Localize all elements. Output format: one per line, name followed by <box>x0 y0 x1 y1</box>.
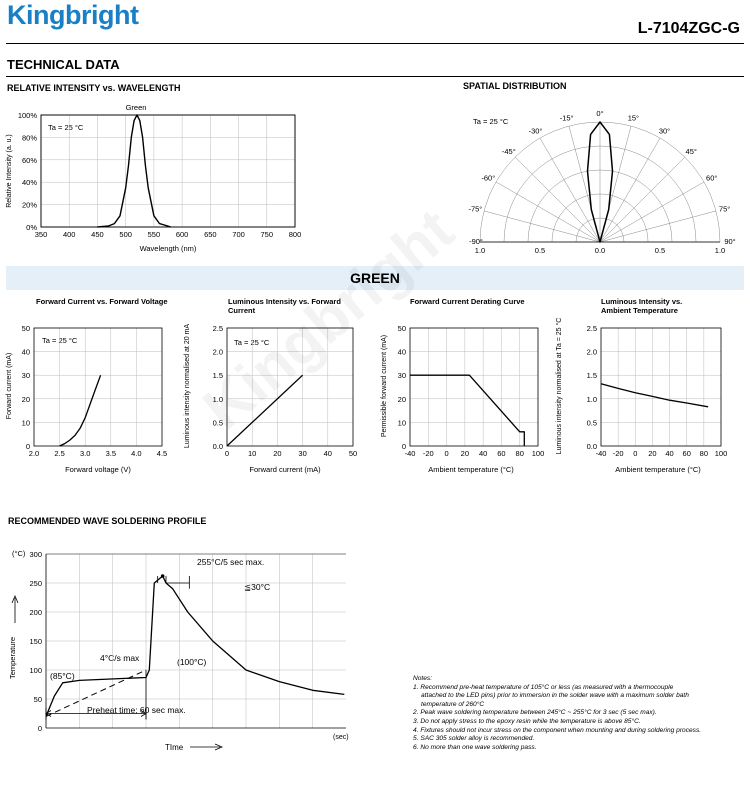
y-tick-label: 2.0 <box>586 347 597 357</box>
x-tick-label: 10 <box>248 449 257 458</box>
li-y-axis-label: Luminous intensity normalised at 20 mA <box>184 323 191 449</box>
x-tick-label: 40 <box>323 449 332 458</box>
characteristic-charts <box>0 318 750 478</box>
x-tick-label: 60 <box>497 449 506 458</box>
y-tick-label: 1.0 <box>212 394 223 404</box>
y-tick-label: 0 <box>401 442 406 451</box>
section-divider <box>6 76 744 77</box>
angle-label: -45° <box>501 146 516 156</box>
header-divider <box>6 43 744 44</box>
y-tick-label: 30 <box>397 371 406 381</box>
y-axis-label: Relative Intensity (a. u.) <box>6 134 13 208</box>
x-tick-label: 400 <box>62 230 76 239</box>
angle-label: -90° <box>469 237 483 246</box>
angle-label: -30° <box>528 126 543 136</box>
x-tick-label: 100 <box>531 449 545 458</box>
chart-title-spatial: SPATIAL DISTRIBUTION <box>463 81 567 91</box>
chart-title-derating: Forward Current Derating Curve <box>410 297 525 306</box>
y-tick-label: 300 <box>29 550 42 559</box>
plot-frame <box>601 328 721 446</box>
chart-title-relative-intensity: RELATIVE INTENSITY vs. WAVELENGTH <box>7 83 181 93</box>
y-unit-label: (°C) <box>12 549 26 558</box>
note-line: attached to the LED pins) prior to immersion in the solder wave with a maximum solder bath <box>421 692 689 700</box>
x-tick-label: 550 <box>147 230 161 239</box>
radial-label: 0.5 <box>654 246 666 255</box>
note-line: 6. No more than one wave soldering pass. <box>413 743 537 751</box>
temperature-annotation: Ta = 25 °C <box>48 123 84 132</box>
y-tick-label: 2.0 <box>212 347 223 357</box>
series-line <box>97 115 170 227</box>
angle-label: 60° <box>706 173 718 183</box>
chart-title-luminous-current: Luminous Intensity vs. Forward Current <box>228 297 341 315</box>
lt-y-axis-label: Luminous intensity normalised at Ta = 25 °C <box>556 318 563 455</box>
x-tick-label: 600 <box>175 230 189 239</box>
x-axis-label: Wavelength (nm) <box>139 244 197 253</box>
x-tick-label: 450 <box>91 230 104 239</box>
part-number: L-7104ZGC-G <box>637 20 740 37</box>
plot-frame <box>410 328 538 446</box>
li-x-axis-label: Forward current (mA) <box>249 465 321 474</box>
y-tick-label: 10 <box>21 418 30 428</box>
series-label-green: Green <box>125 103 147 112</box>
y-tick-label: 40 <box>21 347 30 357</box>
brand-logo: Kingbright <box>7 0 139 30</box>
x-tick-label: -20 <box>612 449 624 458</box>
chart-title-luminous-temperature: Luminous Intensity vs. Ambient Temperature <box>601 297 683 315</box>
chart-title-wave-soldering: RECOMMENDED WAVE SOLDERING PROFILE <box>8 516 207 526</box>
x-tick-label: 350 <box>34 230 48 239</box>
x-axis-label: TIme <box>165 743 184 752</box>
y-tick-label: 10 <box>397 418 406 428</box>
angle-label: 0° <box>596 109 604 118</box>
y-tick-label: 150 <box>29 637 42 646</box>
dc-x-axis-label: Ambient temperature (°C) <box>428 465 514 474</box>
note-line: 4. Fixtures should not incur stress on the component when mounting and during soldering process. <box>413 726 702 734</box>
solder-profile-line <box>46 576 344 716</box>
x-tick-label: 650 <box>204 230 217 239</box>
x-tick-label: 80 <box>515 449 524 458</box>
note-line: 1. Recommend pre-heat temperature of 105°C or less (as measured with a thermocouple <box>413 683 674 691</box>
lt-x-axis-label: Ambient temperature (°C) <box>615 465 701 474</box>
note-line: temperature of 260°C <box>421 700 485 708</box>
polar-spoke <box>496 182 600 242</box>
x-tick-label: 50 <box>348 449 358 458</box>
x-tick-label: 4.5 <box>156 449 168 458</box>
x-axis-arrow <box>190 744 222 750</box>
y-tick-label: 80% <box>21 133 37 143</box>
y-tick-label: 0.5 <box>586 418 597 428</box>
preheat-time-annotation: Preheat time: 60 sec max. <box>87 705 186 715</box>
x-tick-label: 3.5 <box>105 449 117 458</box>
y-tick-label: 2.5 <box>212 324 223 333</box>
polar-grid <box>480 122 720 242</box>
y-tick-label: 30 <box>21 371 30 381</box>
y-tick-label: 0.0 <box>586 442 597 451</box>
x-tick-label: 80 <box>699 449 709 458</box>
y-tick-label: 0.5 <box>212 418 223 428</box>
ramp-rate-annotation: 4°C/s max <box>100 653 140 663</box>
x-tick-label: 20 <box>648 449 657 458</box>
y-tick-label: 0 <box>25 442 30 451</box>
fc-x-axis-label: Forward voltage (V) <box>65 465 131 474</box>
polar-spoke <box>600 182 704 242</box>
y-tick-label: 250 <box>29 579 42 588</box>
dc-y-axis-label: Permissible forward current (mA) <box>381 334 388 438</box>
note-line: 5. SAC 305 solder alloy is recommended. <box>413 735 535 743</box>
x-tick-label: 20 <box>460 449 470 458</box>
radial-label: 0.5 <box>534 246 546 255</box>
polar-spoke <box>600 211 716 242</box>
y-axis-label: Temperature <box>8 636 17 680</box>
y-tick-label: 20 <box>21 394 30 404</box>
angle-label: 90° <box>724 237 736 246</box>
wave-soldering-chart <box>0 540 400 765</box>
x-tick-label: 0 <box>444 449 449 458</box>
series-line <box>601 384 708 407</box>
series-line <box>60 375 101 446</box>
relative-intensity-chart <box>0 95 320 260</box>
radial-label: 1.0 <box>714 246 726 255</box>
li-temperature-annotation: Ta = 25 °C <box>234 338 270 347</box>
y-tick-label: 50 <box>33 695 42 704</box>
preheat-temp-annotation: (100°C) <box>177 657 207 667</box>
y-tick-label: 20 <box>397 394 406 404</box>
y-tick-label: 0.0 <box>212 442 223 451</box>
x-tick-label: 750 <box>260 230 274 239</box>
x-tick-label: 40 <box>478 449 488 458</box>
x-tick-label: 40 <box>665 449 674 458</box>
temperature-annotation: Ta = 25 °C <box>473 117 509 126</box>
x-tick-label: -40 <box>404 449 416 458</box>
y-tick-label: 50 <box>21 324 30 333</box>
y-tick-label: 50 <box>397 324 406 333</box>
x-tick-label: 2.0 <box>28 449 40 458</box>
y-tick-label: 40% <box>21 178 37 188</box>
angle-label: -75° <box>468 204 483 214</box>
angle-label: 15° <box>627 113 640 123</box>
polar-spoke <box>484 211 600 242</box>
y-tick-label: 1.0 <box>586 394 597 404</box>
note-line: 3. Do not apply stress to the epoxy resin while the temperature is above 85°C. <box>413 717 641 725</box>
plot-frame <box>34 328 162 446</box>
x-tick-label: 3.0 <box>79 449 91 458</box>
y-axis-arrow <box>12 596 18 623</box>
radial-label: 1.0 <box>474 246 486 255</box>
start-temp-annotation: (85°C) <box>50 671 75 681</box>
notes-block <box>413 675 743 752</box>
chart-title-forward-current: Forward Current vs. Forward Voltage <box>36 297 168 306</box>
section-title: TECHNICAL DATA <box>7 57 120 72</box>
series-line <box>410 375 524 446</box>
polar-spoke <box>540 138 600 242</box>
peak-point <box>161 574 165 578</box>
notes-title: Notes: <box>413 675 433 682</box>
y-tick-label: 100 <box>29 666 42 675</box>
x-tick-label: -40 <box>595 449 607 458</box>
x-tick-label: 30 <box>298 449 307 458</box>
y-tick-label: 2.5 <box>586 324 597 333</box>
y-tick-label: 60% <box>21 155 37 165</box>
angle-label: 75° <box>718 204 731 214</box>
angle-label: -60° <box>481 173 496 183</box>
x-unit-label: (sec) <box>333 734 349 741</box>
note-line: 2. Peak wave soldering temperature between 245°C ~ 255°C for 3 sec (5 sec max). <box>413 709 657 717</box>
x-tick-label: 700 <box>232 230 245 239</box>
y-tick-label: 200 <box>29 608 42 617</box>
y-tick-label: 1.5 <box>586 371 597 381</box>
radial-label: 0.0 <box>594 246 606 255</box>
peak-markers <box>158 576 190 589</box>
x-tick-label: 100 <box>714 449 728 458</box>
angle-label: 45° <box>685 146 697 156</box>
fc-y-axis-label: Forward current (mA) <box>6 352 13 420</box>
y-tick-label: 100% <box>17 111 37 120</box>
x-tick-label: -20 <box>422 449 434 458</box>
y-tick-label: 40 <box>397 347 406 357</box>
x-tick-label: 2.5 <box>54 449 65 458</box>
angle-label: -15° <box>559 113 574 123</box>
x-tick-label: 800 <box>288 230 302 239</box>
y-tick-label: 1.5 <box>212 371 223 381</box>
x-tick-label: 4.0 <box>131 449 142 458</box>
y-tick-label: 0 <box>37 724 42 733</box>
x-tick-label: 0 <box>224 449 230 458</box>
polar-spoke <box>600 138 660 242</box>
x-tick-label: 60 <box>682 449 691 458</box>
fc-temperature-annotation: Ta = 25 °C <box>42 336 78 345</box>
spatial-distribution-chart <box>460 95 745 260</box>
y-tick-label: 0% <box>26 223 37 232</box>
x-tick-label: 20 <box>273 449 282 458</box>
delta-annotation: ≦30°C <box>244 582 271 592</box>
x-tick-label: 0 <box>633 449 638 458</box>
angle-label: 30° <box>658 126 671 136</box>
band-label: GREEN <box>350 270 400 286</box>
y-tick-label: 20% <box>21 200 37 210</box>
x-tick-label: 500 <box>119 230 132 239</box>
peak-annotation: 255°C/5 sec max. <box>197 557 265 567</box>
